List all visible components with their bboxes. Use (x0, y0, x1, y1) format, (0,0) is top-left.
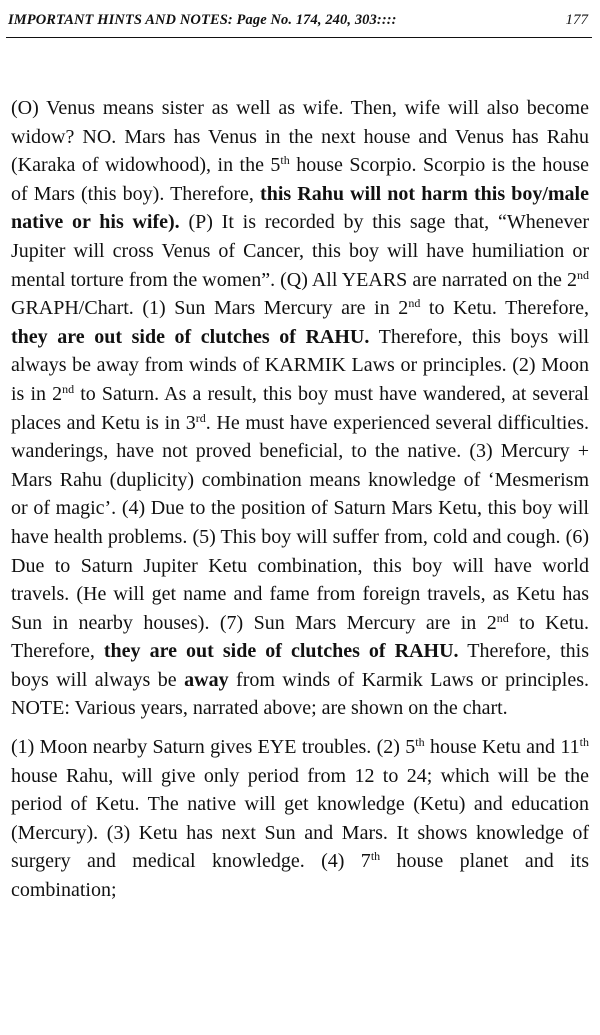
text-run: . He must have experienced several difficulties. wanderings, have not proved beneficial, to the native. (3) Mercury + Mars Rahu (duplicity) combination means knowledge of ‘Mesmerism or of magic’. (4) Due to the position of Saturn Mars Ketu, this boy will have health problems. (5) This boy will suffer from, cold and cough. (6) Due to Saturn Jupiter Ketu combination, this boy will have world travels. (He will get name and fame from foreign travels, as Ketu has Sun in nearby houses). (7) Sun Mars Mercury are in 2 (11, 411, 590, 634)
ordinal-suffix: th (579, 735, 589, 750)
bold-text: they are out side of clutches of RAHU. (11, 325, 370, 348)
bold-text: this Rahu will not harm this boy/male native or his wife). (11, 182, 589, 234)
text-run: (O) Venus means sister as well as wife. Then, wife will also become widow? NO. Mars has Venus in the next house and Venus has Rahu (Karaka of widowhood), in the 5 (11, 97, 589, 177)
text-run: Therefore, this boys will always be away from winds of KARMIK Laws or principles. (2) Moon is in 2 (11, 325, 590, 405)
paragraph (11, 733, 589, 905)
text-run: (1) Moon nearby Saturn gives EYE troubles. (2) 5 (11, 736, 416, 759)
body-text (11, 94, 589, 905)
ordinal-suffix: th (370, 849, 381, 864)
ordinal-suffix: nd (62, 381, 75, 396)
text-run: to Ketu. Therefore, (420, 297, 589, 320)
running-header (0, 0, 600, 40)
text-run: Therefore, this boys will always be (11, 640, 590, 691)
text-run: house planet and its combination; (11, 850, 589, 902)
header-title: IMPORTANT HINTS AND NOTES: Page No. 174, 240, 303:::: (8, 12, 397, 28)
header-rule (6, 37, 592, 38)
paragraph (11, 94, 589, 723)
page-number: 177 (565, 12, 588, 28)
text-run: from winds of Karmik Laws or principles. NOTE: Various years, narrated above; are shown on the chart. (11, 668, 590, 720)
text-run: GRAPH/Chart. (1) Sun Mars Mercury are in 2 (11, 297, 409, 320)
text-run: to Saturn. As a result, this boy must have wandered, at several places and Ketu is in 3 (11, 382, 589, 434)
ordinal-suffix: rd (195, 410, 206, 425)
ordinal-suffix: nd (408, 296, 421, 311)
text-run: house Rahu, will give only period from 12 to 24; which will be the period of Ketu. The native will get knowledge (Ketu) and education (Mercury). (3) Ketu has next Sun and Mars. It shows knowledge of surgery and medical knowledge. (4) 7 (11, 764, 589, 873)
bold-text: away (184, 668, 229, 691)
bold-text: they are out side of clutches of RAHU. (103, 640, 459, 663)
text-run: house Ketu and 11 (424, 736, 580, 759)
ordinal-suffix: th (415, 735, 425, 750)
ordinal-suffix: th (280, 153, 290, 168)
ordinal-suffix: nd (496, 610, 509, 625)
text-run: (P) It is recorded by this sage that, “Whenever Jupiter will cross Venus of Cancer, this boy will have humiliation or mental torture from the women”. (Q) All YEARS are narrated on the 2 (11, 211, 589, 291)
text-run: to Ketu. Therefore, (11, 611, 589, 663)
text-run: house Scorpio. Scorpio is the house of Mars (this boy). Therefore, (11, 154, 590, 205)
ordinal-suffix: nd (577, 267, 589, 282)
